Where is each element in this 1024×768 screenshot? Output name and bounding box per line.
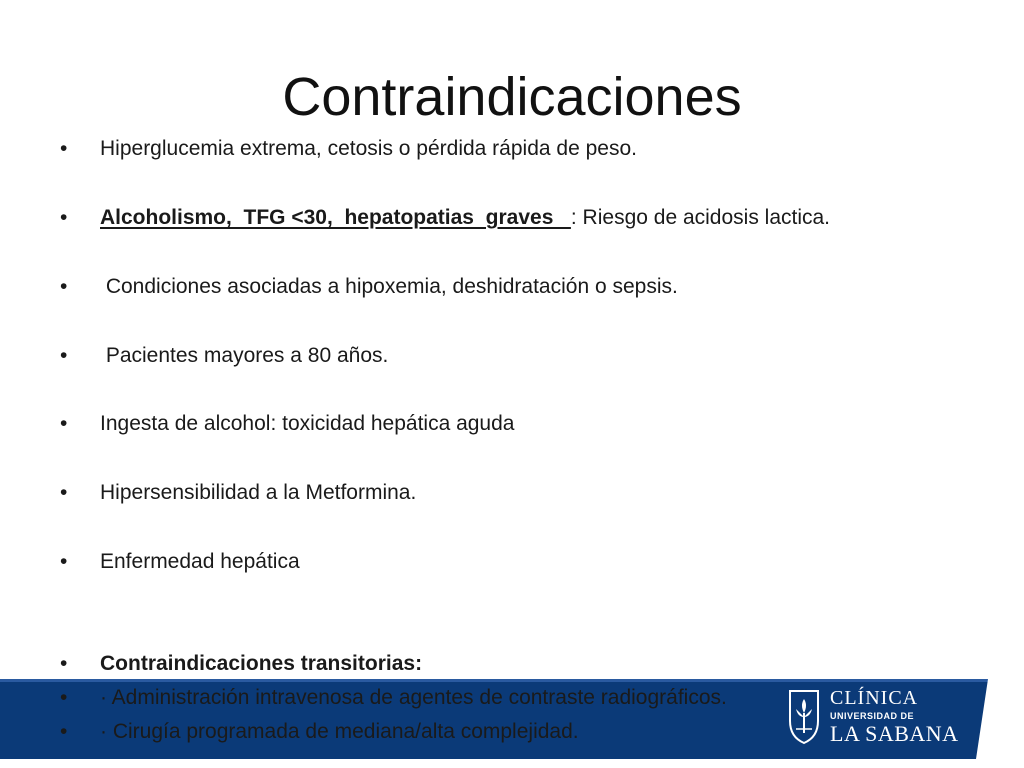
clinica-universidad-la-sabana-logo (786, 683, 961, 753)
logo-clinica-text: CLÍNICA (830, 687, 919, 709)
bullet-text-group (100, 201, 830, 235)
bullet-icon: • (60, 206, 68, 229)
bullet-text: Condiciones asociadas a hipoxemia, deshidratación o sepsis. (100, 275, 678, 298)
bullet-text: · Administración intravenosa de agentes de contraste radiográficos. (100, 686, 727, 709)
bullet-text: Ingesta de alcohol: toxicidad hepática aguda (100, 412, 515, 435)
bullet-icon: • (60, 137, 68, 160)
slide-title: Contraindicaciones (282, 67, 742, 127)
bullet-icon: • (60, 344, 68, 367)
bullet-text: Hipersensibilidad a la Metformina. (100, 481, 417, 504)
logo-universidad-text: UNIVERSIDAD DE (830, 711, 915, 721)
crest-icon (786, 687, 822, 745)
bullet-icon: • (60, 550, 68, 573)
bullet-text: Pacientes mayores a 80 años. (100, 344, 389, 367)
bullet-text: Contraindicaciones transitorias: (100, 652, 423, 675)
bullet-icon: • (60, 275, 68, 298)
bullet-bold-underlined-text: Alcoholismo, TFG <30, hepatopatias graves (100, 206, 571, 229)
bullet-icon: • (60, 686, 68, 709)
bullet-text: Hiperglucemia extrema, cetosis o pérdida rápida de peso. (100, 137, 637, 160)
bullet-text: Enfermedad hepática (100, 550, 300, 573)
bullet-icon: • (60, 720, 68, 743)
bullet-icon: • (60, 481, 68, 504)
logo-la-sabana-text: LA SABANA (830, 721, 959, 746)
bullet-text: : Riesgo de acidosis lactica. (570, 206, 831, 229)
bullet-text: · Cirugía programada de mediana/alta complejidad. (100, 720, 579, 743)
bullet-icon: • (60, 652, 68, 675)
bullet-icon: • (60, 412, 68, 435)
brand-band-cut (964, 679, 1024, 759)
